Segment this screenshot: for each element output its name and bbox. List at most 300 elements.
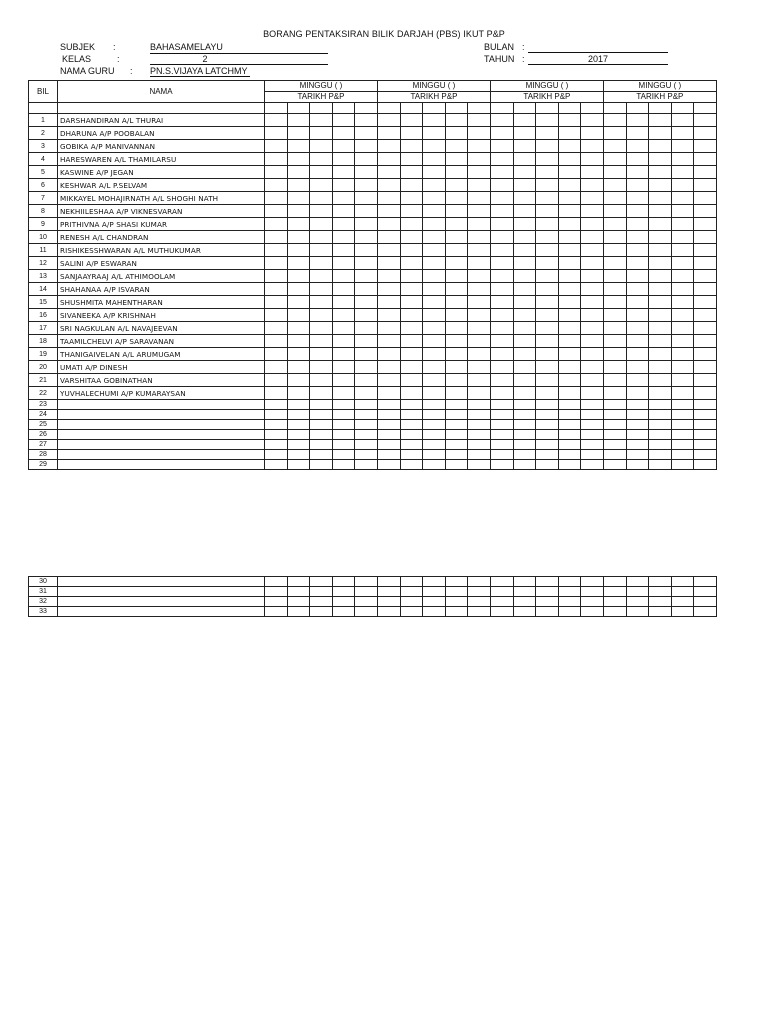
assessment-cell[interactable]	[400, 450, 423, 460]
assessment-cell[interactable]	[332, 335, 355, 348]
assessment-cell[interactable]	[671, 577, 694, 587]
assessment-cell[interactable]	[490, 607, 513, 617]
assessment-cell[interactable]	[468, 114, 491, 127]
assessment-cell[interactable]	[626, 361, 649, 374]
assessment-cell[interactable]	[468, 450, 491, 460]
assessment-cell[interactable]	[671, 430, 694, 440]
assessment-cell[interactable]	[332, 127, 355, 140]
assessment-cell[interactable]	[694, 296, 717, 309]
assessment-cell[interactable]	[513, 607, 536, 617]
assessment-cell[interactable]	[490, 361, 513, 374]
assessment-cell[interactable]	[355, 348, 378, 361]
assessment-cell[interactable]	[355, 231, 378, 244]
assessment-cell[interactable]	[332, 597, 355, 607]
assessment-cell[interactable]	[332, 309, 355, 322]
assessment-cell[interactable]	[377, 296, 400, 309]
assessment-cell[interactable]	[558, 374, 581, 387]
assessment-cell[interactable]	[332, 420, 355, 430]
assessment-cell[interactable]	[649, 283, 672, 296]
assessment-cell[interactable]	[468, 387, 491, 400]
assessment-cell[interactable]	[468, 270, 491, 283]
assessment-cell[interactable]	[603, 460, 626, 470]
assessment-cell[interactable]	[603, 153, 626, 166]
assessment-cell[interactable]	[400, 218, 423, 231]
assessment-cell[interactable]	[603, 192, 626, 205]
assessment-cell[interactable]	[287, 410, 310, 420]
assessment-cell[interactable]	[490, 179, 513, 192]
assessment-cell[interactable]	[332, 114, 355, 127]
assessment-cell[interactable]	[310, 309, 333, 322]
assessment-cell[interactable]	[400, 270, 423, 283]
assessment-cell[interactable]	[400, 231, 423, 244]
assessment-cell[interactable]	[581, 420, 604, 430]
assessment-cell[interactable]	[423, 270, 446, 283]
assessment-cell[interactable]	[558, 460, 581, 470]
assessment-cell[interactable]	[377, 348, 400, 361]
assessment-cell[interactable]	[513, 218, 536, 231]
assessment-cell[interactable]	[694, 335, 717, 348]
assessment-cell[interactable]	[694, 192, 717, 205]
assessment-cell[interactable]	[310, 450, 333, 460]
assessment-cell[interactable]	[694, 410, 717, 420]
assessment-cell[interactable]	[490, 296, 513, 309]
assessment-cell[interactable]	[581, 440, 604, 450]
assessment-cell[interactable]	[671, 440, 694, 450]
assessment-cell[interactable]	[558, 335, 581, 348]
assessment-cell[interactable]	[355, 114, 378, 127]
assessment-cell[interactable]	[400, 335, 423, 348]
assessment-cell[interactable]	[332, 400, 355, 410]
assessment-cell[interactable]	[649, 322, 672, 335]
assessment-cell[interactable]	[603, 607, 626, 617]
assessment-cell[interactable]	[287, 192, 310, 205]
assessment-cell[interactable]	[513, 430, 536, 440]
assessment-cell[interactable]	[332, 387, 355, 400]
assessment-cell[interactable]	[581, 587, 604, 597]
assessment-cell[interactable]	[626, 597, 649, 607]
assessment-cell[interactable]	[626, 127, 649, 140]
assessment-cell[interactable]	[468, 374, 491, 387]
assessment-cell[interactable]	[536, 218, 559, 231]
assessment-cell[interactable]	[265, 309, 288, 322]
assessment-cell[interactable]	[310, 205, 333, 218]
assessment-cell[interactable]	[377, 597, 400, 607]
assessment-cell[interactable]	[671, 166, 694, 179]
assessment-cell[interactable]	[355, 440, 378, 450]
assessment-cell[interactable]	[423, 114, 446, 127]
assessment-cell[interactable]	[558, 420, 581, 430]
assessment-cell[interactable]	[603, 309, 626, 322]
assessment-cell[interactable]	[400, 309, 423, 322]
assessment-cell[interactable]	[694, 374, 717, 387]
assessment-cell[interactable]	[310, 218, 333, 231]
assessment-cell[interactable]	[671, 607, 694, 617]
assessment-cell[interactable]	[287, 205, 310, 218]
assessment-cell[interactable]	[558, 231, 581, 244]
assessment-cell[interactable]	[603, 218, 626, 231]
assessment-cell[interactable]	[310, 283, 333, 296]
assessment-cell[interactable]	[490, 420, 513, 430]
assessment-cell[interactable]	[649, 257, 672, 270]
assessment-cell[interactable]	[445, 335, 468, 348]
assessment-cell[interactable]	[513, 179, 536, 192]
assessment-cell[interactable]	[490, 387, 513, 400]
assessment-cell[interactable]	[626, 460, 649, 470]
assessment-cell[interactable]	[603, 257, 626, 270]
assessment-cell[interactable]	[536, 205, 559, 218]
assessment-cell[interactable]	[310, 114, 333, 127]
assessment-cell[interactable]	[265, 420, 288, 430]
assessment-cell[interactable]	[445, 179, 468, 192]
assessment-cell[interactable]	[603, 450, 626, 460]
assessment-cell[interactable]	[423, 166, 446, 179]
assessment-cell[interactable]	[377, 140, 400, 153]
assessment-cell[interactable]	[468, 192, 491, 205]
assessment-cell[interactable]	[468, 140, 491, 153]
assessment-cell[interactable]	[694, 597, 717, 607]
assessment-cell[interactable]	[400, 400, 423, 410]
assessment-cell[interactable]	[332, 296, 355, 309]
assessment-cell[interactable]	[490, 587, 513, 597]
assessment-cell[interactable]	[287, 577, 310, 587]
assessment-cell[interactable]	[513, 460, 536, 470]
assessment-cell[interactable]	[445, 205, 468, 218]
assessment-cell[interactable]	[603, 430, 626, 440]
assessment-cell[interactable]	[513, 410, 536, 420]
assessment-cell[interactable]	[513, 153, 536, 166]
assessment-cell[interactable]	[423, 361, 446, 374]
assessment-cell[interactable]	[310, 270, 333, 283]
assessment-cell[interactable]	[310, 587, 333, 597]
assessment-cell[interactable]	[626, 166, 649, 179]
assessment-cell[interactable]	[536, 296, 559, 309]
assessment-cell[interactable]	[310, 244, 333, 257]
assessment-cell[interactable]	[287, 166, 310, 179]
assessment-cell[interactable]	[558, 192, 581, 205]
assessment-cell[interactable]	[536, 387, 559, 400]
assessment-cell[interactable]	[671, 270, 694, 283]
assessment-cell[interactable]	[671, 374, 694, 387]
assessment-cell[interactable]	[400, 597, 423, 607]
assessment-cell[interactable]	[377, 430, 400, 440]
assessment-cell[interactable]	[694, 218, 717, 231]
assessment-cell[interactable]	[377, 460, 400, 470]
assessment-cell[interactable]	[536, 127, 559, 140]
assessment-cell[interactable]	[423, 577, 446, 587]
assessment-cell[interactable]	[287, 400, 310, 410]
assessment-cell[interactable]	[513, 587, 536, 597]
assessment-cell[interactable]	[310, 597, 333, 607]
assessment-cell[interactable]	[287, 430, 310, 440]
assessment-cell[interactable]	[377, 179, 400, 192]
assessment-cell[interactable]	[400, 114, 423, 127]
assessment-cell[interactable]	[490, 440, 513, 450]
assessment-cell[interactable]	[265, 335, 288, 348]
assessment-cell[interactable]	[513, 348, 536, 361]
assessment-cell[interactable]	[558, 597, 581, 607]
assessment-cell[interactable]	[287, 114, 310, 127]
assessment-cell[interactable]	[423, 322, 446, 335]
assessment-cell[interactable]	[490, 140, 513, 153]
assessment-cell[interactable]	[377, 400, 400, 410]
assessment-cell[interactable]	[355, 309, 378, 322]
assessment-cell[interactable]	[626, 218, 649, 231]
assessment-cell[interactable]	[581, 361, 604, 374]
assessment-cell[interactable]	[694, 257, 717, 270]
assessment-cell[interactable]	[332, 192, 355, 205]
assessment-cell[interactable]	[581, 335, 604, 348]
assessment-cell[interactable]	[377, 244, 400, 257]
assessment-cell[interactable]	[265, 244, 288, 257]
assessment-cell[interactable]	[310, 607, 333, 617]
assessment-cell[interactable]	[468, 607, 491, 617]
assessment-cell[interactable]	[445, 192, 468, 205]
assessment-cell[interactable]	[536, 153, 559, 166]
assessment-cell[interactable]	[355, 127, 378, 140]
assessment-cell[interactable]	[649, 450, 672, 460]
assessment-cell[interactable]	[649, 400, 672, 410]
assessment-cell[interactable]	[265, 270, 288, 283]
assessment-cell[interactable]	[468, 577, 491, 587]
assessment-cell[interactable]	[445, 140, 468, 153]
assessment-cell[interactable]	[603, 335, 626, 348]
assessment-cell[interactable]	[332, 257, 355, 270]
assessment-cell[interactable]	[558, 140, 581, 153]
assessment-cell[interactable]	[603, 410, 626, 420]
assessment-cell[interactable]	[423, 450, 446, 460]
assessment-cell[interactable]	[490, 114, 513, 127]
assessment-cell[interactable]	[310, 153, 333, 166]
assessment-cell[interactable]	[310, 361, 333, 374]
assessment-cell[interactable]	[558, 257, 581, 270]
assessment-cell[interactable]	[287, 460, 310, 470]
assessment-cell[interactable]	[445, 244, 468, 257]
assessment-cell[interactable]	[626, 607, 649, 617]
assessment-cell[interactable]	[355, 270, 378, 283]
assessment-cell[interactable]	[649, 410, 672, 420]
assessment-cell[interactable]	[671, 450, 694, 460]
assessment-cell[interactable]	[287, 296, 310, 309]
assessment-cell[interactable]	[468, 420, 491, 430]
assessment-cell[interactable]	[265, 127, 288, 140]
assessment-cell[interactable]	[377, 335, 400, 348]
assessment-cell[interactable]	[536, 440, 559, 450]
assessment-cell[interactable]	[558, 322, 581, 335]
assessment-cell[interactable]	[649, 587, 672, 597]
assessment-cell[interactable]	[513, 270, 536, 283]
assessment-cell[interactable]	[603, 322, 626, 335]
assessment-cell[interactable]	[581, 387, 604, 400]
assessment-cell[interactable]	[310, 166, 333, 179]
assessment-cell[interactable]	[287, 335, 310, 348]
assessment-cell[interactable]	[423, 244, 446, 257]
assessment-cell[interactable]	[558, 410, 581, 420]
assessment-cell[interactable]	[445, 577, 468, 587]
assessment-cell[interactable]	[355, 420, 378, 430]
assessment-cell[interactable]	[445, 597, 468, 607]
assessment-cell[interactable]	[671, 205, 694, 218]
assessment-cell[interactable]	[513, 296, 536, 309]
assessment-cell[interactable]	[377, 420, 400, 430]
assessment-cell[interactable]	[468, 348, 491, 361]
assessment-cell[interactable]	[649, 140, 672, 153]
assessment-cell[interactable]	[400, 577, 423, 587]
assessment-cell[interactable]	[287, 140, 310, 153]
assessment-cell[interactable]	[490, 348, 513, 361]
assessment-cell[interactable]	[603, 244, 626, 257]
assessment-cell[interactable]	[355, 205, 378, 218]
assessment-cell[interactable]	[355, 166, 378, 179]
assessment-cell[interactable]	[694, 114, 717, 127]
assessment-cell[interactable]	[581, 192, 604, 205]
assessment-cell[interactable]	[513, 205, 536, 218]
assessment-cell[interactable]	[310, 577, 333, 587]
assessment-cell[interactable]	[423, 218, 446, 231]
assessment-cell[interactable]	[423, 460, 446, 470]
assessment-cell[interactable]	[468, 410, 491, 420]
assessment-cell[interactable]	[536, 348, 559, 361]
assessment-cell[interactable]	[400, 361, 423, 374]
assessment-cell[interactable]	[468, 153, 491, 166]
assessment-cell[interactable]	[287, 244, 310, 257]
assessment-cell[interactable]	[490, 166, 513, 179]
assessment-cell[interactable]	[287, 309, 310, 322]
assessment-cell[interactable]	[265, 577, 288, 587]
assessment-cell[interactable]	[287, 218, 310, 231]
assessment-cell[interactable]	[287, 420, 310, 430]
assessment-cell[interactable]	[468, 335, 491, 348]
assessment-cell[interactable]	[400, 179, 423, 192]
assessment-cell[interactable]	[423, 335, 446, 348]
assessment-cell[interactable]	[423, 231, 446, 244]
assessment-cell[interactable]	[468, 218, 491, 231]
assessment-cell[interactable]	[265, 140, 288, 153]
assessment-cell[interactable]	[490, 597, 513, 607]
assessment-cell[interactable]	[423, 283, 446, 296]
assessment-cell[interactable]	[603, 387, 626, 400]
assessment-cell[interactable]	[558, 166, 581, 179]
assessment-cell[interactable]	[265, 587, 288, 597]
assessment-cell[interactable]	[603, 577, 626, 587]
assessment-cell[interactable]	[332, 430, 355, 440]
assessment-cell[interactable]	[265, 231, 288, 244]
assessment-cell[interactable]	[671, 127, 694, 140]
assessment-cell[interactable]	[332, 460, 355, 470]
assessment-cell[interactable]	[265, 387, 288, 400]
assessment-cell[interactable]	[490, 322, 513, 335]
assessment-cell[interactable]	[468, 231, 491, 244]
assessment-cell[interactable]	[581, 460, 604, 470]
assessment-cell[interactable]	[423, 387, 446, 400]
assessment-cell[interactable]	[558, 127, 581, 140]
assessment-cell[interactable]	[377, 153, 400, 166]
assessment-cell[interactable]	[536, 166, 559, 179]
assessment-cell[interactable]	[445, 430, 468, 440]
assessment-cell[interactable]	[445, 270, 468, 283]
assessment-cell[interactable]	[649, 374, 672, 387]
assessment-cell[interactable]	[581, 577, 604, 587]
assessment-cell[interactable]	[558, 440, 581, 450]
assessment-cell[interactable]	[332, 361, 355, 374]
assessment-cell[interactable]	[310, 374, 333, 387]
assessment-cell[interactable]	[671, 218, 694, 231]
assessment-cell[interactable]	[649, 114, 672, 127]
assessment-cell[interactable]	[649, 361, 672, 374]
assessment-cell[interactable]	[558, 587, 581, 597]
assessment-cell[interactable]	[694, 166, 717, 179]
assessment-cell[interactable]	[581, 231, 604, 244]
assessment-cell[interactable]	[671, 387, 694, 400]
assessment-cell[interactable]	[332, 283, 355, 296]
assessment-cell[interactable]	[332, 577, 355, 587]
assessment-cell[interactable]	[603, 348, 626, 361]
assessment-cell[interactable]	[536, 309, 559, 322]
assessment-cell[interactable]	[355, 607, 378, 617]
assessment-cell[interactable]	[445, 283, 468, 296]
assessment-cell[interactable]	[581, 140, 604, 153]
assessment-cell[interactable]	[377, 166, 400, 179]
assessment-cell[interactable]	[400, 127, 423, 140]
assessment-cell[interactable]	[468, 127, 491, 140]
assessment-cell[interactable]	[445, 348, 468, 361]
assessment-cell[interactable]	[468, 361, 491, 374]
assessment-cell[interactable]	[445, 322, 468, 335]
assessment-cell[interactable]	[355, 257, 378, 270]
assessment-cell[interactable]	[671, 335, 694, 348]
assessment-cell[interactable]	[490, 335, 513, 348]
assessment-cell[interactable]	[536, 283, 559, 296]
assessment-cell[interactable]	[581, 257, 604, 270]
assessment-cell[interactable]	[377, 587, 400, 597]
assessment-cell[interactable]	[649, 440, 672, 450]
assessment-cell[interactable]	[355, 179, 378, 192]
assessment-cell[interactable]	[694, 205, 717, 218]
assessment-cell[interactable]	[536, 257, 559, 270]
assessment-cell[interactable]	[287, 348, 310, 361]
assessment-cell[interactable]	[649, 270, 672, 283]
assessment-cell[interactable]	[265, 218, 288, 231]
assessment-cell[interactable]	[536, 450, 559, 460]
assessment-cell[interactable]	[626, 587, 649, 597]
assessment-cell[interactable]	[603, 205, 626, 218]
assessment-cell[interactable]	[445, 309, 468, 322]
assessment-cell[interactable]	[649, 387, 672, 400]
assessment-cell[interactable]	[694, 270, 717, 283]
assessment-cell[interactable]	[445, 420, 468, 430]
assessment-cell[interactable]	[649, 244, 672, 257]
assessment-cell[interactable]	[513, 114, 536, 127]
assessment-cell[interactable]	[490, 430, 513, 440]
assessment-cell[interactable]	[694, 400, 717, 410]
assessment-cell[interactable]	[423, 597, 446, 607]
assessment-cell[interactable]	[558, 309, 581, 322]
assessment-cell[interactable]	[558, 607, 581, 617]
assessment-cell[interactable]	[581, 283, 604, 296]
assessment-cell[interactable]	[287, 607, 310, 617]
assessment-cell[interactable]	[603, 179, 626, 192]
assessment-cell[interactable]	[581, 218, 604, 231]
assessment-cell[interactable]	[377, 450, 400, 460]
assessment-cell[interactable]	[626, 283, 649, 296]
assessment-cell[interactable]	[265, 192, 288, 205]
assessment-cell[interactable]	[603, 400, 626, 410]
assessment-cell[interactable]	[626, 430, 649, 440]
assessment-cell[interactable]	[332, 166, 355, 179]
assessment-cell[interactable]	[287, 450, 310, 460]
assessment-cell[interactable]	[694, 420, 717, 430]
assessment-cell[interactable]	[694, 231, 717, 244]
assessment-cell[interactable]	[671, 597, 694, 607]
